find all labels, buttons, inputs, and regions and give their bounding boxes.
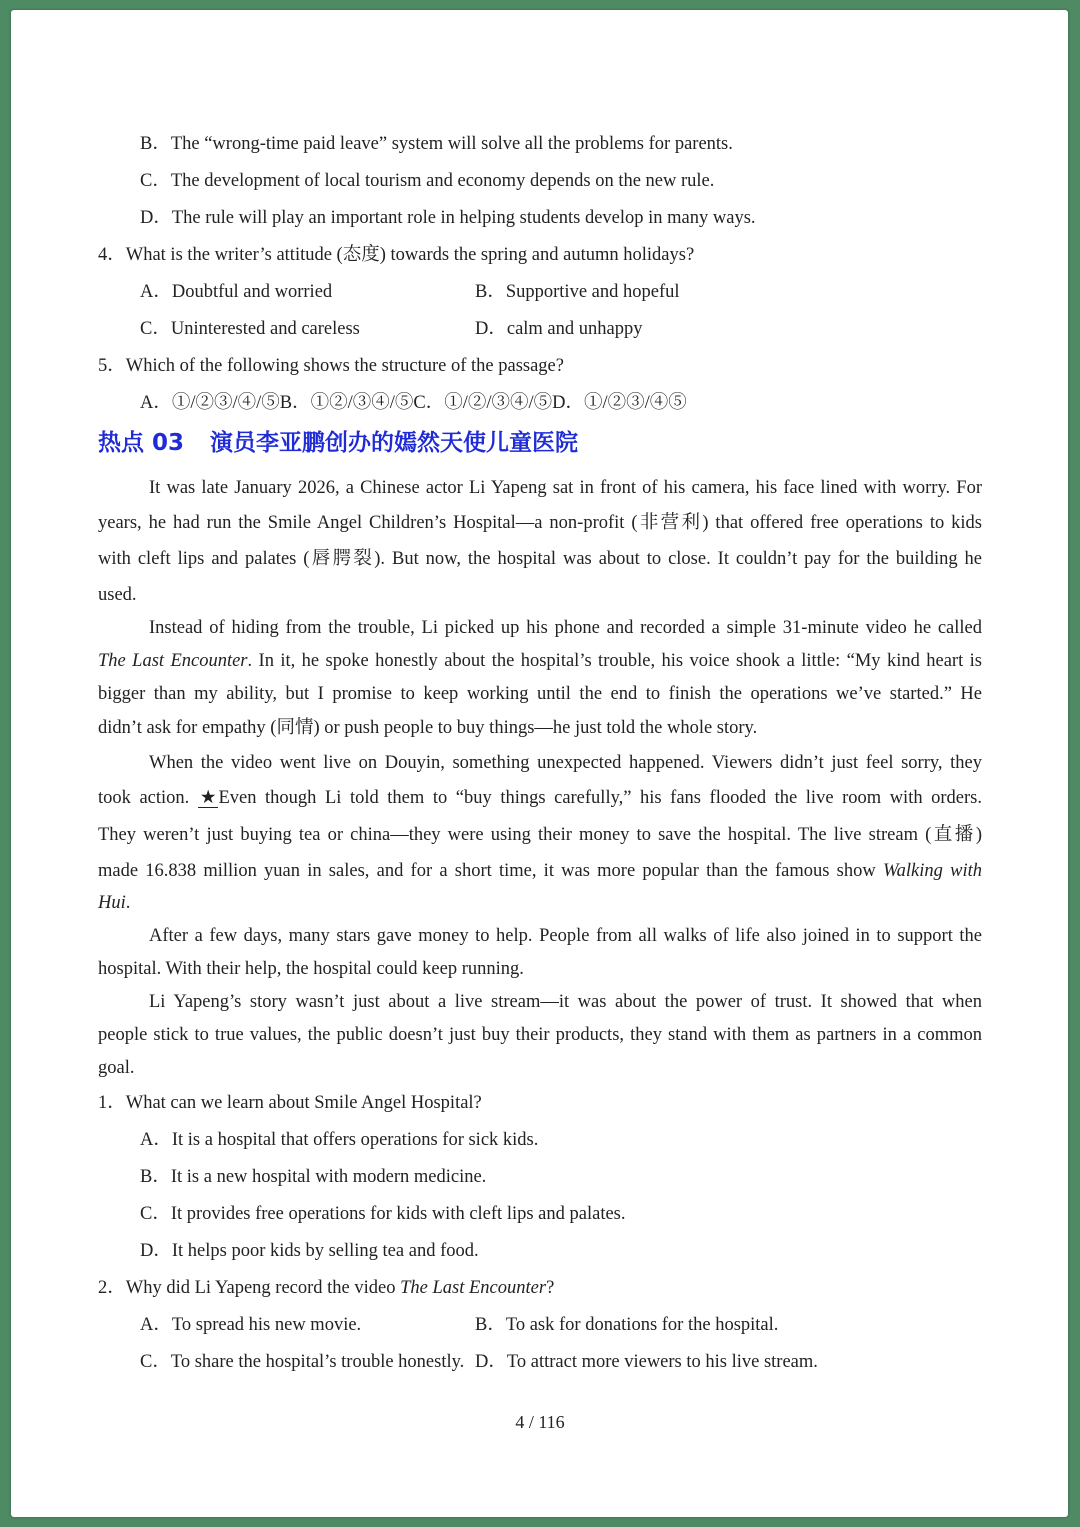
question-2 bbox=[98, 1277, 554, 1299]
question-2-video-title: The Last Encounter bbox=[400, 1278, 547, 1298]
p4-line-1: After a few days, many stars gave money to help. People from all walks of life also joined in to support the bbox=[149, 926, 982, 946]
q2-option-c: C．To share the hospital’s trouble honestly. bbox=[140, 1352, 465, 1372]
p1-line-2: years, he had run the Smile Angel Children’s Hospital—a non-profit (非营利) that offered free operations to kids bbox=[98, 513, 982, 533]
q1-option-d: D．It helps poor kids by selling tea and food. bbox=[140, 1241, 479, 1261]
q1-option-c: C．It provides free operations for kids with cleft lips and palates. bbox=[140, 1204, 626, 1224]
paragraph-4 bbox=[98, 925, 982, 980]
question-2-text: 2．Why did Li Yapeng record the video bbox=[98, 1278, 401, 1298]
q4-option-d: D．calm and unhappy bbox=[475, 319, 643, 339]
p3-show-title-end: Hui bbox=[98, 893, 126, 913]
q4-option-b: B．Supportive and hopeful bbox=[475, 282, 680, 302]
page-number: 4 / 116 bbox=[515, 1412, 565, 1432]
p3-line-5-text: . bbox=[125, 893, 131, 913]
p2-line-1: Instead of hiding from the trouble, Li picked up his phone and recorded a simple 31-minute video he called bbox=[149, 618, 982, 638]
q2-option-b: B．To ask for donations for the hospital. bbox=[475, 1315, 779, 1335]
p4-line-2: hospital. With their help, the hospital could keep running. bbox=[98, 959, 524, 979]
question-2-mark: ? bbox=[546, 1278, 555, 1298]
p2-line-2-text: . In it, he spoke honestly about the hospital’s trouble, his voice shook a little: “My kind heart is bbox=[247, 651, 982, 671]
q2-option-d: D．To attract more viewers to his live stream. bbox=[475, 1352, 818, 1372]
p2-line-3: bigger than my ability, but I promise to keep working until the end to finish the operations we’ve started.” He bbox=[98, 684, 982, 704]
paragraph-3 bbox=[98, 752, 982, 914]
p2-line-2 bbox=[98, 650, 982, 672]
section-label: 热点 03 bbox=[98, 430, 185, 456]
p1-line-3: with cleft lips and palates (唇腭裂). But now, the hospital was about to close. It couldn’t pay for the building he bbox=[98, 549, 982, 569]
p2-line-4: didn’t ask for empathy (同情) or push people to buy things—he just told the whole story. bbox=[98, 718, 758, 738]
p1-line-1: It was late January 2026, a Chinese actor Li Yapeng sat in front of his camera, his face lined with worry. For bbox=[149, 478, 982, 498]
answer-blank-star: ★ bbox=[199, 788, 217, 808]
p2-video-title: The Last Encounter bbox=[98, 651, 248, 671]
p3-line-5 bbox=[98, 892, 982, 914]
section-heading bbox=[98, 428, 578, 458]
question-4: 4．What is the writer’s attitude (态度) towards the spring and autumn holidays? bbox=[98, 245, 695, 265]
p1-line-4: used. bbox=[98, 585, 137, 605]
p3-show-title: Walking with bbox=[882, 861, 982, 881]
prev-option-b: B．The “wrong-time paid leave” system will solve all the problems for parents. bbox=[140, 134, 733, 154]
paragraph-1 bbox=[98, 477, 982, 606]
paragraph-2 bbox=[98, 617, 982, 739]
p5-line-3: goal. bbox=[98, 1058, 135, 1078]
question-1: 1．What can we learn about Smile Angel Hospital? bbox=[98, 1093, 482, 1113]
p3-line-1: When the video went live on Douyin, something unexpected happened. Viewers didn’t just feel sorry, they bbox=[149, 753, 982, 773]
q4-option-c: C．Uninterested and careless bbox=[140, 319, 360, 339]
section-title: 演员李亚鹏创办的嫣然天使儿童医院 bbox=[210, 430, 579, 456]
prev-option-d: D．The rule will play an important role in helping students develop in many ways. bbox=[140, 208, 756, 228]
paragraph-5 bbox=[98, 991, 982, 1079]
q1-option-a: A．It is a hospital that offers operations for sick kids. bbox=[140, 1130, 539, 1150]
p3-line-4-text: made 16.838 million yuan in sales, and for a short time, it was more popular than the famous show bbox=[98, 861, 883, 881]
p5-line-1: Li Yapeng’s story wasn’t just about a live stream—it was about the power of trust. It showed that when bbox=[149, 992, 982, 1012]
p5-line-2: people stick to true values, the public doesn’t just buy their products, they stand with them as partners in a common bbox=[98, 1025, 982, 1045]
question-5: 5．Which of the following shows the structure of the passage? bbox=[98, 356, 564, 376]
q4-option-a: A．Doubtful and worried bbox=[140, 282, 333, 302]
p3-line-2-start: took action. bbox=[98, 788, 198, 808]
p3-line-4 bbox=[98, 860, 982, 882]
prev-option-c: C．The development of local tourism and economy depends on the new rule. bbox=[140, 171, 715, 191]
q1-option-b: B．It is a new hospital with modern medicine. bbox=[140, 1167, 487, 1187]
q2-option-a: A．To spread his new movie. bbox=[140, 1315, 362, 1335]
p3-line-2-end: Even though Li told them to “buy things carefully,” his fans flooded the live room with orders. bbox=[218, 788, 983, 808]
q5-options: A．①/②③/④/⑤B．①②/③④/⑤C．①/②/③④/⑤D．①/②③/④⑤ bbox=[140, 393, 687, 413]
p3-line-3: They weren’t just buying tea or china—they were using their money to save the hospital. The live stream (直播) bbox=[98, 825, 982, 845]
p3-line-2 bbox=[98, 787, 982, 809]
